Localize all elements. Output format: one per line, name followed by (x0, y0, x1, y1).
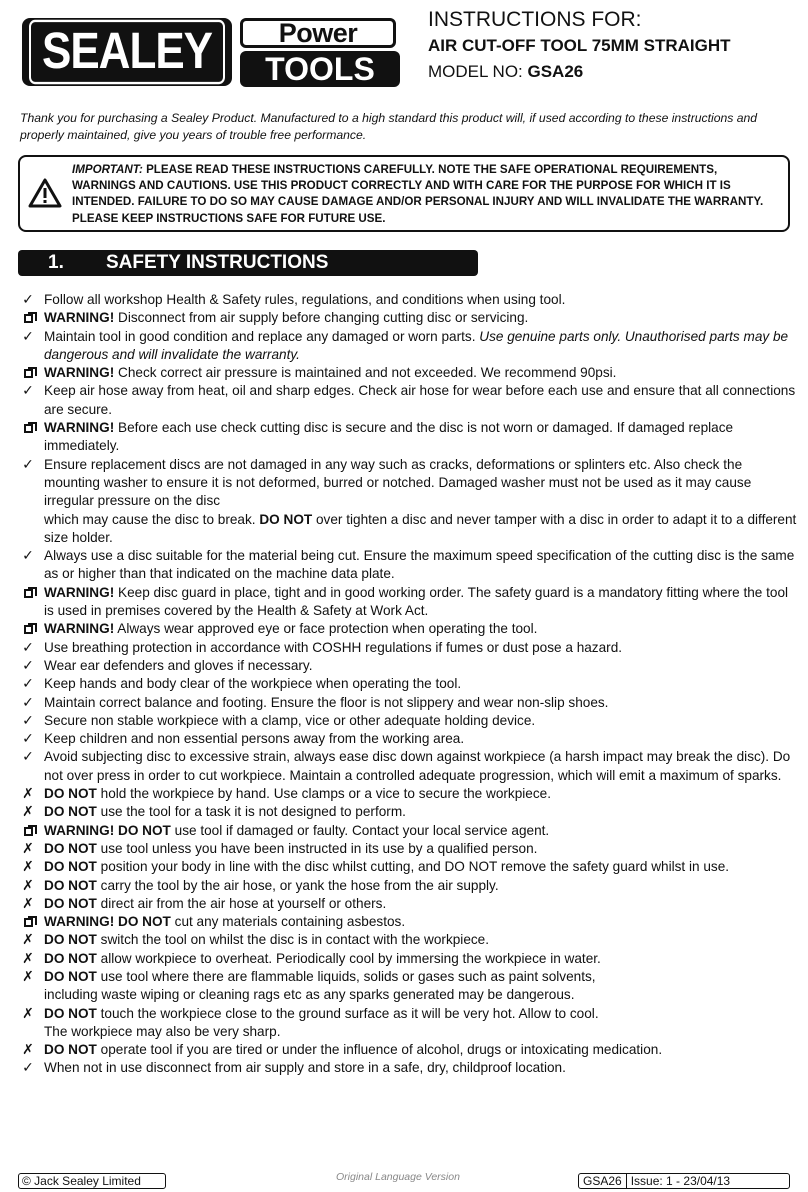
footer-issue: Issue: 1 - 23/04/13 (626, 1174, 734, 1188)
item-text: use the tool for a task it is not designed to perform. (96, 804, 406, 820)
tools-logo-text: TOOLS (240, 51, 400, 87)
cross-icon: ✗ (22, 859, 34, 876)
sealey-logo (22, 18, 232, 86)
list-item (18, 1041, 798, 1059)
item-text: Ensure replacement discs are not damaged in any way such as cracks, deformations or splinters etc. Also check the mounting washer to ensure it is not deformed, burred or notched. Damaged washer must not be used as it may cause irregular pressure on the disc (44, 456, 752, 509)
item-bold: WARNING! (44, 310, 115, 326)
item-bold: DO NOT (44, 968, 97, 984)
cross-icon: ✗ (22, 877, 34, 894)
item-bold: DO NOT (44, 859, 97, 875)
model-number: GSA26 (527, 62, 584, 81)
list-item (18, 382, 798, 419)
check-icon: ✓ (22, 456, 34, 473)
list-item (18, 584, 798, 621)
box-glyph-icon (24, 625, 33, 634)
important-notice (18, 155, 790, 232)
check-icon: ✓ (22, 1060, 34, 1077)
item-bold: WARNING! DO NOT (44, 822, 171, 838)
power-logo-text: Power (240, 18, 396, 48)
warning-box-icon (18, 822, 38, 841)
cross-icon: ✗ (22, 950, 34, 967)
check-icon: ✓ (22, 328, 34, 345)
cross-icon: ✗ (22, 1042, 34, 1059)
cross-icon: ✗ (22, 932, 34, 949)
copyright-box: © Jack Sealey Limited (18, 1173, 166, 1189)
item-text: including waste wiping or cleaning rags etc as any sparks generated may be dangerous. (44, 987, 575, 1003)
item-text: direct air from the air hose at yourself or others. (96, 895, 387, 911)
check-icon: ✓ (22, 731, 34, 748)
item-text: Always wear approved eye or face protection when operating the tool. (114, 621, 538, 637)
check-icon: ✓ (22, 292, 34, 308)
warning-box-icon (18, 309, 38, 328)
list-item (18, 620, 798, 638)
list-item (18, 364, 798, 382)
item-bold: DO NOT (44, 1042, 97, 1058)
product-name: AIR CUT-OFF TOOL 75MM STRAIGHT (428, 36, 731, 55)
item-text: use tool if damaged or faulty. Contact your local service agent. (170, 822, 550, 838)
item-text: Disconnect from air supply before changing cutting disc or servicing. (114, 310, 529, 326)
cross-icon: ✗ (22, 804, 34, 821)
list-item (18, 822, 798, 840)
box-glyph-icon (24, 918, 33, 927)
item-text: Before each use check cutting disc is secure and the disc is not worn or damaged. If damaged replace immediately. (44, 420, 734, 454)
item-bold: DO NOT (44, 1005, 97, 1021)
list-item (18, 328, 798, 365)
box-glyph-icon (24, 424, 33, 433)
item-bold: DO NOT (44, 786, 97, 802)
item-text: Maintain correct balance and footing. Ensure the floor is not slippery and wear non-slip shoes. (44, 694, 609, 710)
item-text: allow workpiece to overheat. Periodically cool by immersing the workpiece in water. (96, 950, 601, 966)
item-bold: WARNING! (44, 621, 115, 637)
item-bold: DO NOT (259, 511, 313, 527)
list-item (18, 639, 798, 657)
item-italic: Use genuine parts only. Unauthorised parts may be dangerous and will invalidate the warranty. (44, 328, 789, 362)
warning-box-icon (18, 419, 38, 438)
cross-icon: ✗ (22, 786, 34, 803)
item-text: Keep hands and body clear of the workpiece when operating the tool. (44, 676, 462, 692)
item-bold: DO NOT (44, 950, 97, 966)
list-item (18, 748, 798, 785)
list-item (18, 840, 798, 858)
item-text: When not in use disconnect from air supply and store in a safe, dry, childproof location. (44, 1060, 566, 1076)
document-title (428, 8, 798, 85)
list-item (18, 657, 798, 675)
check-icon: ✓ (22, 712, 34, 729)
item-text: Wear ear defenders and gloves if necessary. (44, 657, 313, 673)
item-text: operate tool if you are tired or under the influence of alcohol, drugs or intoxicating medication. (96, 1042, 663, 1058)
list-item (18, 309, 798, 327)
warning-box-icon (18, 584, 38, 603)
check-icon: ✓ (22, 694, 34, 711)
item-bold: DO NOT (44, 895, 97, 911)
model-label: MODEL NO: (428, 62, 528, 81)
item-text: Avoid subjecting disc to excessive strain, always ease disc down against workpiece (a harsh impact may break the disc). Do not over press in order to cut workpiece. Maintain a controlled adequate progression, which will emit a maximum of sparks. (44, 749, 791, 783)
item-text: Use breathing protection in accordance with COSHH regulations if fumes or dust pose a hazard. (44, 639, 623, 655)
list-item (18, 913, 798, 931)
box-glyph-icon (24, 314, 33, 323)
list-item (18, 1059, 798, 1077)
item-text: touch the workpiece close to the ground surface as it will be very hot. Allow to cool. (96, 1005, 599, 1021)
check-icon: ✓ (22, 548, 34, 565)
important-body: PLEASE READ THESE INSTRUCTIONS CAREFULLY. NOTE THE SAFE OPERATIONAL REQUIREMENTS, WARNINGS AND CAUTIONS. USE THIS PRODUCT CORRECTLY AND WITH CARE FOR THE PURPOSE FOR WHICH IT IS INTENDED. FAILURE TO DO SO MAY CAUSE DAMAGE AND/OR PERSONAL INJURY AND WILL INVALIDATE THE WARRANTY. PLEASE KEEP INSTRUCTIONS SAFE FOR FUTURE USE. (72, 163, 764, 225)
language-version: Original Language Version (336, 1171, 460, 1183)
list-item (18, 291, 798, 309)
list-item (18, 950, 798, 968)
check-icon: ✓ (22, 383, 34, 400)
check-icon: ✓ (22, 639, 34, 656)
warning-box-icon (18, 913, 38, 932)
model-line (428, 59, 798, 85)
item-text: The workpiece may also be very sharp. (44, 1023, 281, 1039)
list-item (18, 803, 798, 821)
box-glyph-icon (24, 589, 33, 598)
important-label: IMPORTANT: (72, 163, 143, 176)
item-text: Follow all workshop Health & Safety rules, regulations, and conditions when using tool. (44, 292, 566, 307)
list-item (18, 675, 798, 693)
item-text: Keep air hose away from heat, oil and sharp edges. Check air hose for wear before each use and ensure that all connections are secure. (44, 383, 796, 417)
item-bold: WARNING! (44, 584, 115, 600)
cross-icon: ✗ (22, 1005, 34, 1022)
item-text: position your body in line with the disc whilst cutting, and DO NOT remove the safety guard whilst in use. (96, 859, 730, 875)
item-text: use tool unless you have been instructed in its use by a qualified person. (96, 840, 538, 856)
instructions-for-label: INSTRUCTIONS FOR: (428, 8, 642, 31)
item-bold: DO NOT (44, 804, 97, 820)
box-glyph-icon (24, 827, 33, 836)
intro-paragraph: Thank you for purchasing a Sealey Product. Manufactured to a high standard this product will, if used according to these instructions and properly maintained, give you years of trouble free performance. (20, 111, 758, 142)
item-bold: DO NOT (44, 932, 97, 948)
check-icon: ✓ (22, 749, 34, 766)
list-item (18, 968, 798, 1005)
item-text: use tool where there are flammable liquids, solids or gases such as paint solvents, (96, 968, 596, 984)
cross-icon: ✗ (22, 968, 34, 985)
list-item (18, 785, 798, 803)
list-item (18, 694, 798, 712)
box-glyph-icon (24, 369, 33, 378)
item-text: Check correct air pressure is maintained and not exceeded. We recommend 90psi. (114, 365, 617, 381)
list-item (18, 858, 798, 876)
item-text: Keep disc guard in place, tight and in good working order. The safety guard is a mandatory fitting where the tool is used in premises covered by the Health & Safety at Work Act. (44, 584, 789, 619)
check-icon: ✓ (22, 676, 34, 693)
item-text: Secure non stable workpiece with a clamp, vice or other adequate holding device. (44, 712, 536, 728)
item-text: Maintain tool in good condition and replace any damaged or worn parts. (44, 328, 480, 344)
check-icon: ✓ (22, 657, 34, 674)
issue-box (578, 1173, 790, 1189)
list-item (18, 730, 798, 748)
sealey-logo-text: SEALEY (29, 20, 225, 84)
list-item (18, 547, 798, 584)
item-bold: WARNING! (44, 365, 115, 381)
item-bold: DO NOT (44, 877, 97, 893)
item-bold: WARNING! DO NOT (44, 914, 171, 930)
section-number: 1. (48, 252, 64, 273)
item-bold: DO NOT (44, 840, 97, 856)
important-text (72, 162, 780, 227)
list-item (18, 456, 798, 547)
item-text: Keep children and non essential persons away from the working area. (44, 731, 465, 747)
section-header (18, 250, 478, 276)
cross-icon: ✗ (22, 840, 34, 857)
warning-box-icon (18, 620, 38, 639)
list-item (18, 712, 798, 730)
item-text: switch the tool on whilst the disc is in contact with the workpiece. (96, 932, 490, 948)
warning-triangle-icon (28, 177, 62, 209)
warning-box-icon (18, 364, 38, 383)
footer-model: GSA26 (583, 1174, 622, 1188)
power-tools-logo (240, 18, 400, 86)
item-text: over tighten a disc and never tamper with a disc in order to adapt it to a different size holder. (44, 511, 797, 545)
item-text: hold the workpiece by hand. Use clamps or a vice to secure the workpiece. (96, 786, 551, 802)
item-bold: WARNING! (44, 420, 115, 436)
list-item (18, 931, 798, 949)
item-text: cut any materials containing asbestos. (170, 914, 406, 930)
list-item (18, 895, 798, 913)
section-title: SAFETY INSTRUCTIONS (106, 252, 329, 273)
list-item (18, 419, 798, 456)
list-item (18, 877, 798, 895)
item-text: Always use a disc suitable for the material being cut. Ensure the maximum speed specification of the cutting disc is the same as or higher than that indicated on the machine data plate. (44, 548, 795, 582)
list-item (18, 1005, 798, 1042)
safety-instructions-list (18, 291, 798, 1078)
item-text: carry the tool by the air hose, or yank the hose from the air supply. (96, 877, 499, 893)
cross-icon: ✗ (22, 895, 34, 912)
item-text: which may cause the disc to break. (44, 511, 260, 527)
